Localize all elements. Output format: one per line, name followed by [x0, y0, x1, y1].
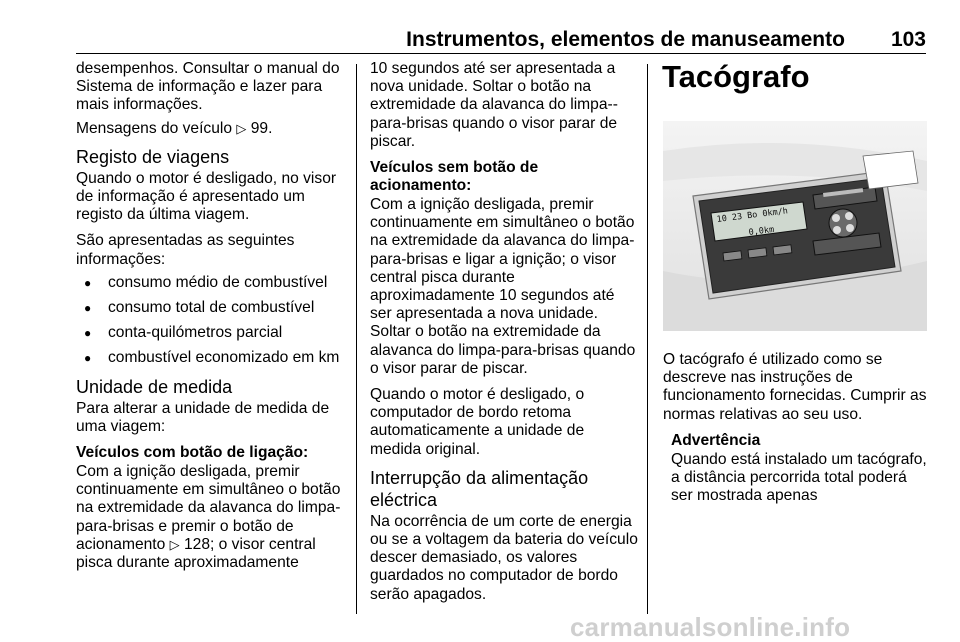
paragraph: desempenhos. Consultar o manual do Sistema de informação e lazer para mais informações.: [76, 60, 340, 114]
list-item: ● conta-quilómetros parcial: [76, 324, 344, 342]
warning-title: Advertência: [671, 431, 761, 449]
section-heading-trip-log: Registo de viagens: [76, 146, 230, 167]
subheading-ignition-button: Veículos com botão de ligação:: [76, 444, 309, 462]
paragraph-vehicle-messages: Mensagens do veículo ▷ 99.: [76, 119, 273, 137]
column-2: [370, 60, 638, 612]
paragraph: São apresentadas as seguintes informações:: [76, 232, 295, 268]
display-text-line2: 0,0km: [748, 224, 775, 238]
warning-text: Quando está instalado um tacógrafo, a distância percorrida total poderá ser mostrada apenas: [671, 450, 927, 505]
list-item: ● consumo médio de combustível: [76, 274, 344, 292]
page-link[interactable]: 99.: [250, 119, 273, 137]
paragraph-ignition-procedure: Com a ignição desligada, premir continuamente em simultâneo o botão na extremidade da alavanca do limpa-para-brisas e premir o botão de acionamento ▷ 128; o visor central pisca durante aproximadamente: [76, 463, 341, 572]
section-heading-power-interruption: Interrupção da alimentação eléctrica: [370, 467, 589, 510]
paragraph: O tacógrafo é utilizado como se descreve nas instruções de funcionamento fornecidas. Cumprir as normas relativas ao seu uso.: [663, 351, 927, 423]
column-divider-1: [356, 64, 357, 614]
section-heading-tachograph: Tacógrafo: [662, 59, 810, 94]
header-rule: [76, 53, 926, 54]
page-reference-icon: ▷: [236, 120, 247, 136]
paragraph: Na ocorrência de um corte de energia ou se a voltagem da bateria do veículo descer demasiado, os valores guardados no computador de bordo serão apagados.: [370, 512, 638, 603]
section-heading-unit: Unidade de medida: [76, 376, 233, 397]
page-reference-icon: ▷: [169, 536, 180, 552]
watermark-text: carmanualsonline.info: [570, 612, 851, 642]
paragraph: Com a ignição desligada, premir continuamente em simultâneo o botão na extremidade da alavanca do limpa-para-brisas e ligar a ignição; o visor central pisca durante aproximadamente 10 segundos até ser apresentada a nova unidade. Soltar o botão na extremidade da alavanca do limpa-para-brisas quando o visor parar de piscar.: [370, 196, 636, 377]
paragraph: Para alterar a unidade de medida de uma viagem:: [76, 399, 330, 435]
list-item: ● combustível economizado em km: [76, 349, 344, 367]
tachograph-illustration: [663, 121, 927, 331]
chapter-title: Instrumentos, elementos de manuseamento: [406, 28, 845, 51]
info-bullet-list: [76, 274, 344, 368]
paragraph: Quando o motor é desligado, no visor de informação é apresentado um registo da última viagem.: [76, 169, 337, 224]
paragraph: Quando o motor é desligado, o computador de bordo retoma automaticamente a unidade de medida original.: [370, 386, 585, 458]
column-1: [76, 60, 344, 580]
paragraph: 10 segundos até ser apresentada a nova unidade. Soltar o botão na extremidade da alavanca do limpa--para-brisas quando o visor parar de piscar.: [370, 60, 618, 150]
display-text-line1: 10 23 Bo 0km/h: [716, 206, 789, 225]
page-header: [76, 26, 926, 52]
column-divider-2: [647, 64, 648, 614]
list-item: ● consumo total de combustível: [76, 299, 344, 317]
column-3: [663, 60, 927, 513]
warning-block: [671, 432, 927, 506]
subheading-no-ignition-button: Veículos sem botão de acionamento:: [370, 159, 539, 195]
page-number: 103: [890, 28, 926, 51]
page-link[interactable]: 128: [183, 535, 210, 553]
